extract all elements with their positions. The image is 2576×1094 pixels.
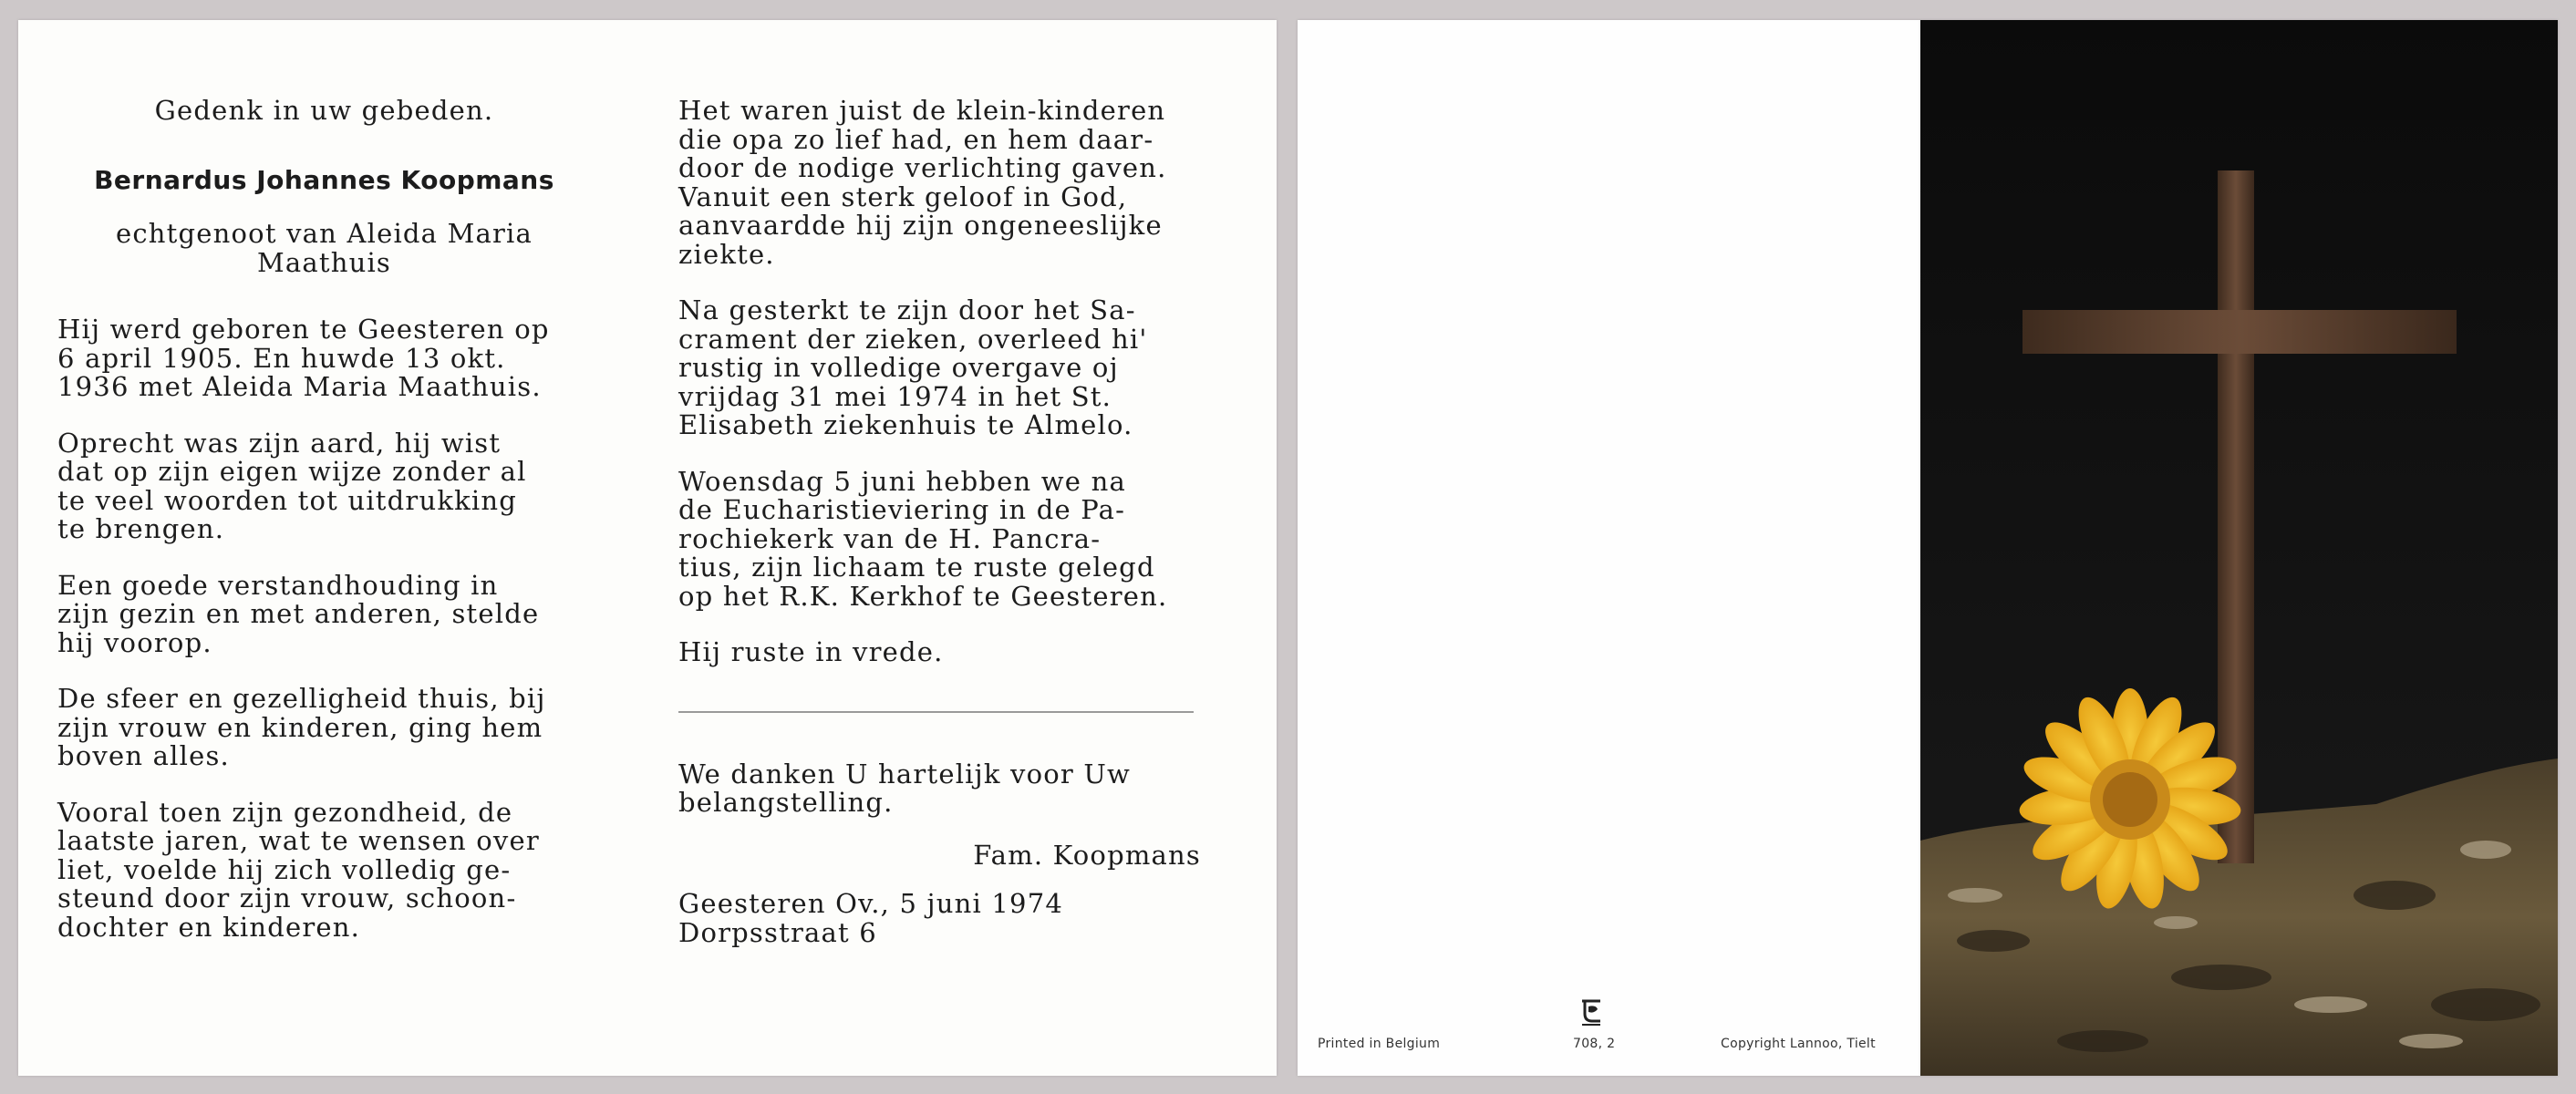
thanks-text: We danken U hartelijk voor Uw belangstelling. xyxy=(678,758,1132,818)
divider xyxy=(678,711,1194,713)
paragraph-birth: Hij werd geboren te Geesteren op 6 april 1905. En huwde 13 okt. 1936 met Aleida Maria Maathuis. xyxy=(57,314,550,402)
text-column-left xyxy=(57,97,591,942)
paragraph-grandchildren: Het waren juist de klein-kinderen die opa zo lief had, en hem daar- door de nodige verlichting gaven. Vanuit een sterk geloof in God, aanvaardde hij zijn ongeneeslijke ziekte. xyxy=(678,95,1167,270)
deceased-name: Bernardus Johannes Koopmans xyxy=(94,164,554,195)
family-signature: Fam. Koopmans xyxy=(973,839,1201,871)
paragraph-character: Oprecht was zijn aard, hij wist dat op zijn eigen wijze zonder al te veel woorden tot uitdrukking te brengen. xyxy=(57,427,527,544)
print-code: 708, 2 xyxy=(1573,1037,1616,1051)
paragraph-health: Vooral toen zijn gezondheid, de laatste jaren, wat te wensen over liet, voelde hij zich volledig ge- steund door zijn vrouw, schoon- dochter en kinderen. xyxy=(57,796,540,943)
copyright-note: Copyright Lannoo, Tielt xyxy=(1721,1037,1876,1051)
lannoo-logo-icon xyxy=(1576,996,1607,1027)
cross-with-sunflower-image xyxy=(1920,20,2558,1076)
rest-in-peace: Hij ruste in vrede. xyxy=(678,636,944,667)
place-and-date: Geesteren Ov., 5 juni 1974 Dorpsstraat 6 xyxy=(678,888,1063,948)
memorial-card-back xyxy=(1298,20,1920,1076)
text-column-right xyxy=(678,97,1212,947)
heading: Gedenk in uw gebeden. xyxy=(154,95,494,126)
paragraph-relations: Een goede verstandhouding in zijn gezin en met anderen, stelde hij voorop. xyxy=(57,569,540,658)
photo-illustration xyxy=(1920,20,2558,1076)
paragraph-home: De sfeer en gezelligheid thuis, bij zijn vrouw en kinderen, ging hem boven alles. xyxy=(57,683,546,771)
spouse-line: echtgenoot van Aleida Maria Maathuis xyxy=(115,218,533,278)
paragraph-burial: Woensdag 5 juni hebben we na de Eucharistieviering in de Pa- rochiekerk van de H. Pancra- tius, zijn lichaam te ruste gelegd op het R.K. Kerkhof te Geesteren. xyxy=(678,465,1168,612)
printed-in-note: Printed in Belgium xyxy=(1318,1037,1441,1051)
paragraph-passing: Na gesterkt te zijn door het Sa- crament der zieken, overleed hi' rustig in volledige overgave oj vrijdag 31 mei 1974 in het St. Elisabeth ziekenhuis te Almelo. xyxy=(678,294,1148,440)
